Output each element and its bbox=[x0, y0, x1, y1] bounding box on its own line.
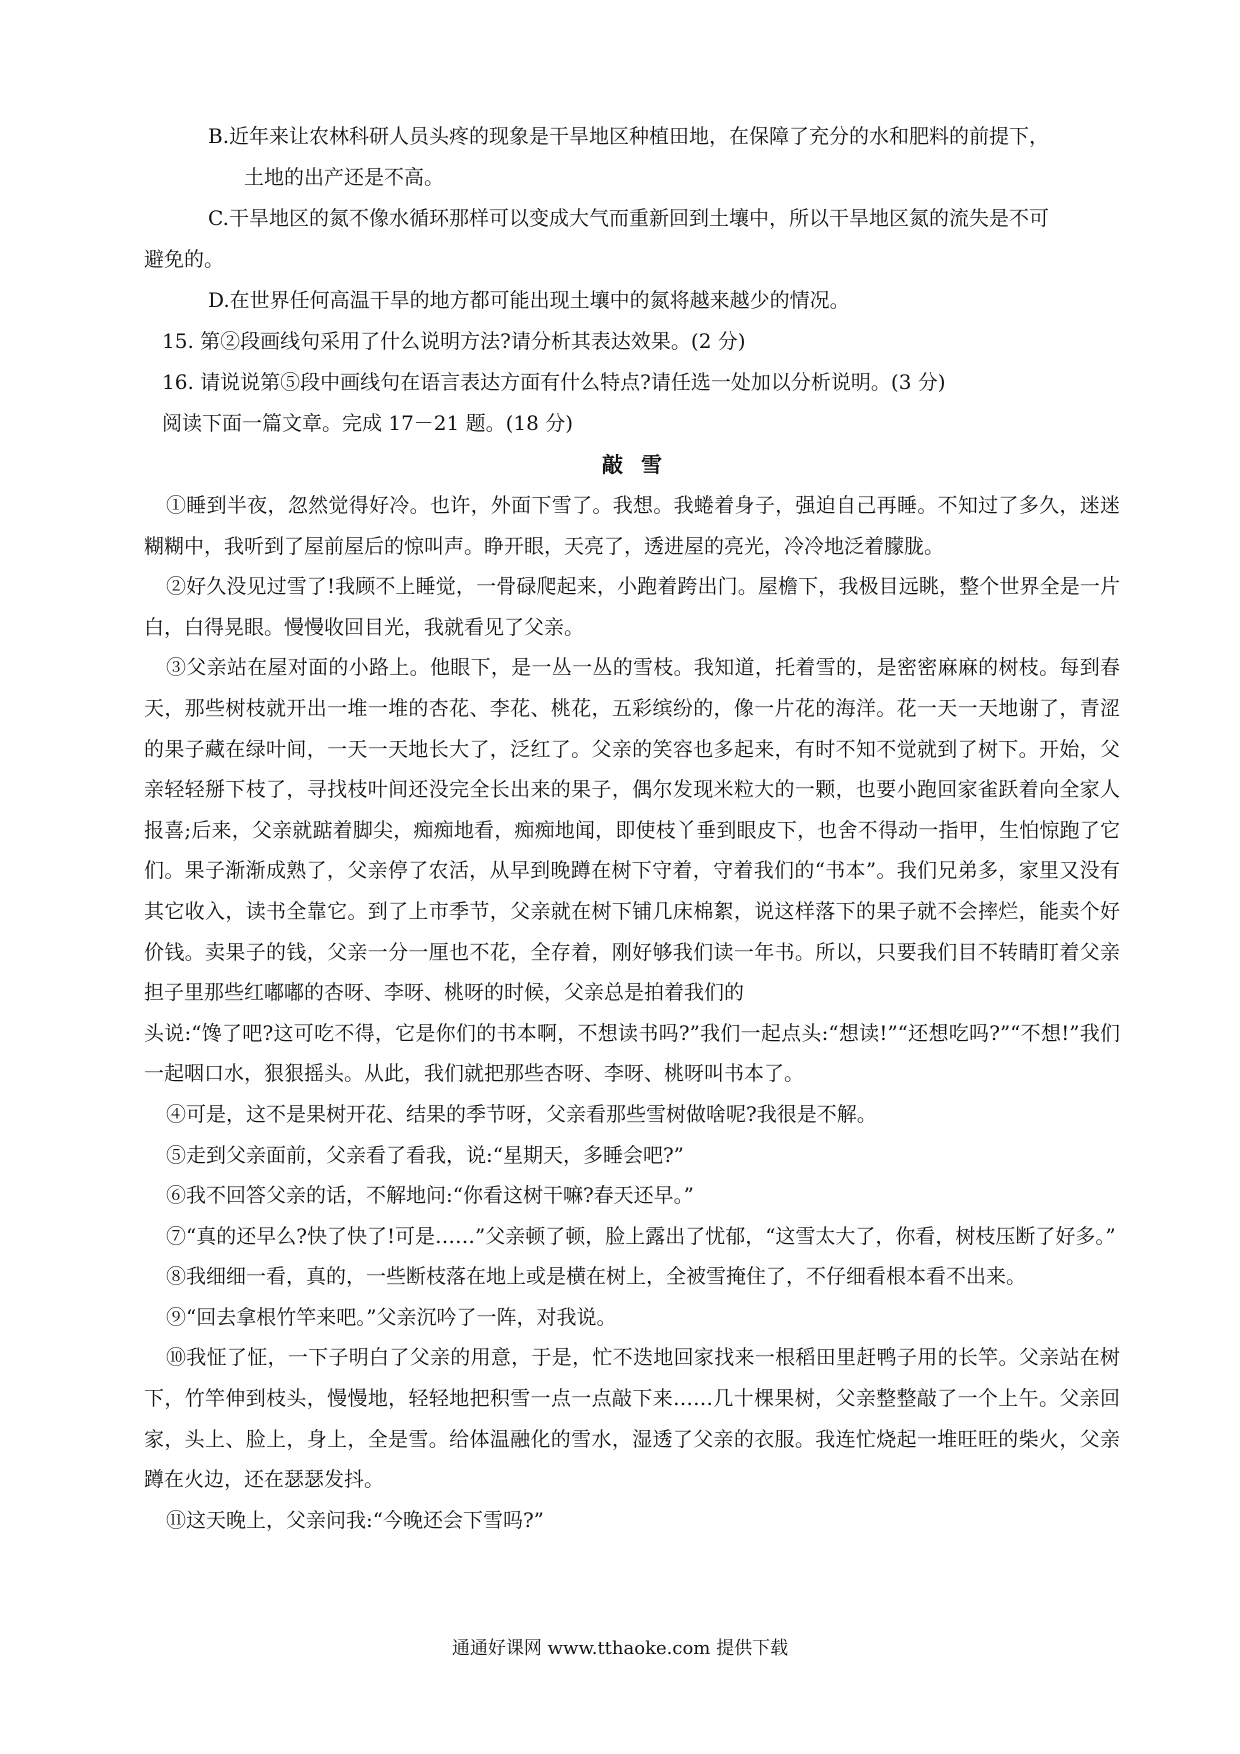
paragraph-2: ②好久没见过雪了!我顾不上睡觉，一骨碌爬起来，小跑着跨出门。屋檐下，我极目远眺，整个世界全是一片白，白得晃眼。慢慢收回目光，我就看见了父亲。 bbox=[144, 574, 1120, 639]
paragraph-8: ⑧我细细一看，真的，一些断枝落在地上或是横在树上，全被雪掩住了，不仔细看根本看不出来。 bbox=[166, 1264, 1026, 1289]
option-c-line2: 避免的。 bbox=[144, 247, 224, 271]
paragraph-3: ③父亲站在屋对面的小路上。他眼下，是一丛一丛的雪枝。我知道，托着雪的，是密密麻麻的树枝。每到春天，那些树枝就开出一堆一堆的杏花、李花、桃花，五彩缤纷的，像一片花的海洋。花一天一天地谢了，青涩的果子藏在绿叶间，一天一天地长大了，泛红了。父亲的笑容也多起来，有时不知不觉就到了树下。开始，父亲轻轻掰下枝了，寻找枝叶间还没完全长出来的果子，偶尔发现米粒大的一颗，也要小跑回家雀跃着向全家人报喜;后来，父亲就踮着脚尖，痴痴地看，痴痴地闻，即使枝丫垂到眼皮下，也舍不得动一指甲，生怕惊跑了它们。果子渐渐成熟了，父亲停了农活，从早到晚蹲在树下守着，守着我们的“书本”。我们兄弟多，家里又没有其它收入，读书全靠它。到了上市季节，父亲就在树下铺几床棉絮，说这样落下的果子就不会摔烂，能卖个好价钱。卖果子的钱，父亲一分一厘也不花，全存着，刚好够我们读一年书。所以，只要我们目不转睛盯着父亲担子里那些红嘟嘟的杏呀、李呀、桃呀的时候，父亲总是拍着我们的 bbox=[144, 655, 1120, 1005]
page-footer: 通通好课网 www.tthaoke.com 提供下载 bbox=[451, 1638, 789, 1659]
paragraph-3-continued: 头说:“馋了吧?这可吃不得，它是你们的书本啊，不想读书吗?”我们一起点头:“想读!”“还想吃吗?”“不想!”我们一起咽口水，狠狠摇头。从此，我们就把那些杏呀、李呀、桃呀叫书本了。 bbox=[144, 1020, 1120, 1086]
option-c-line1: C.干旱地区的氮不像水循环那样可以变成大气而重新回到土壤中，所以干旱地区氮的流失是不可 bbox=[208, 206, 1049, 230]
reading-instruction: 阅读下面一篇文章。完成 17－21 题。(18 分) bbox=[162, 411, 574, 435]
paragraph-10: ⑩我怔了怔，一下子明白了父亲的用意，于是，忙不迭地回家找来一根稻田里赶鸭子用的长竿。父亲站在树下，竹竿伸到枝头，慢慢地，轻轻地把积雪一点一点敲下来……几十棵果树，父亲整整敲了一个上午。父亲回家，头上、脸上，身上，全是雪。给体温融化的雪水，湿透了父亲的衣服。我连忙烧起一堆旺旺的柴火，父亲蹲在火边，还在瑟瑟发抖。 bbox=[144, 1345, 1120, 1492]
paragraph-7: ⑦“真的还早么?快了快了!可是……”父亲顿了顿，脸上露出了忧郁，“这雪太大了，你看，树枝压断了好多。” bbox=[166, 1223, 1116, 1248]
paragraph-1: ①睡到半夜，忽然觉得好冷。也许，外面下雪了。我想。我蜷着身子，强迫自己再睡。不知过了多久，迷迷糊糊中，我听到了屋前屋后的惊叫声。睁开眼，天亮了，透进屋的亮光，冷冷地泛着朦胧。 bbox=[144, 493, 1120, 558]
paragraph-6: ⑥我不回答父亲的话，不解地问:“你看这树干嘛?春天还早。” bbox=[166, 1183, 694, 1208]
page-content bbox=[144, 116, 1120, 1540]
question-16: 16. 请说说第⑤段中画线句在语言表达方面有什么特点?请任选一处加以分析说明。(3 分) bbox=[162, 370, 946, 394]
paragraph-4: ④可是，这不是果树开花、结果的季节呀，父亲看那些雪树做啥呢?我很是不解。 bbox=[166, 1101, 877, 1126]
article-title: 敲雪 bbox=[602, 452, 680, 477]
paragraph-5: ⑤走到父亲面前，父亲看了看我，说:“星期天，多睡会吧?” bbox=[166, 1142, 684, 1167]
paragraph-9: ⑨“回去拿根竹竿来吧。”父亲沉吟了一阵，对我说。 bbox=[166, 1304, 617, 1329]
article-body bbox=[144, 485, 1120, 1540]
question-15: 15. 第②段画线句采用了什么说明方法?请分析其表达效果。(2 分) bbox=[162, 329, 746, 353]
option-b-line2: 土地的出产还是不高。 bbox=[244, 165, 444, 189]
option-b-line1: B.近年来让农林科研人员头疼的现象是干旱地区种植田地，在保障了充分的水和肥料的前提下， bbox=[208, 124, 1050, 148]
option-d-line1: D.在世界任何高温干旱的地方都可能出现土壤中的氮将越来越少的情况。 bbox=[208, 288, 850, 312]
paragraph-11: ⑪这天晚上，父亲问我:“今晚还会下雪吗?” bbox=[166, 1507, 544, 1532]
